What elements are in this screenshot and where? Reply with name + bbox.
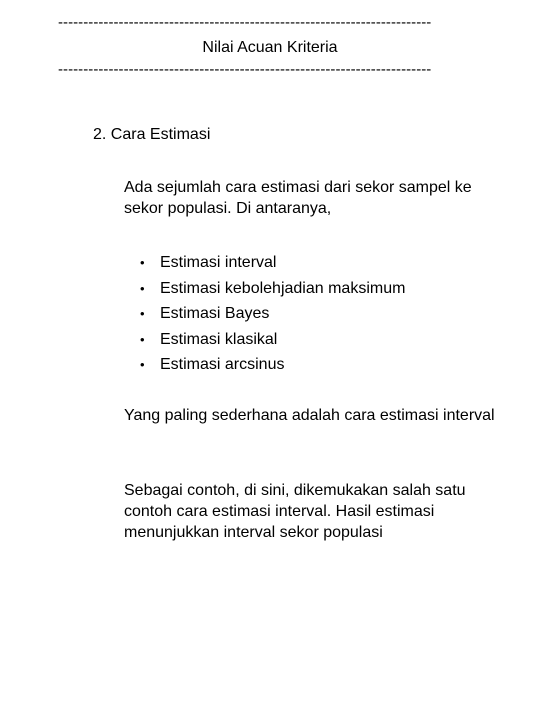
bullet-icon: • — [140, 331, 145, 347]
bullet-icon: • — [140, 280, 145, 296]
list-item-label: Estimasi interval — [160, 254, 277, 271]
header-rule-top: -------------------------------------------------------------------------- — [58, 14, 432, 31]
list-item — [140, 301, 405, 327]
list-item — [140, 276, 405, 302]
intro-paragraph: Ada sejumlah cara estimasi dari sekor sampel ke sekor populasi. Di antaranya, — [124, 179, 472, 217]
list-item-label: Estimasi Bayes — [160, 305, 270, 322]
example-paragraph: Sebagai contoh, di sini, dikemukakan salah satu contoh cara estimasi interval. Hasil estimasi menunjukkan interval sekor populasi — [124, 482, 466, 541]
header-rule-bottom: -------------------------------------------------------------------------- — [58, 61, 432, 78]
bullet-icon: • — [140, 306, 145, 321]
list-item — [140, 352, 405, 378]
section-heading: 2. Cara Estimasi — [93, 126, 211, 143]
bullet-icon: • — [140, 357, 145, 372]
page-title: Nilai Acuan Kriteria — [202, 39, 338, 56]
bullet-icon: • — [140, 255, 145, 270]
list-item — [140, 250, 405, 276]
list-item-label: Estimasi arcsinus — [160, 356, 285, 373]
list-item-label: Estimasi klasikal — [160, 330, 278, 348]
simplest-method-paragraph: Yang paling sederhana adalah cara estimasi interval — [124, 407, 495, 424]
estimation-methods-list — [140, 250, 405, 378]
list-item-label: Estimasi kebolehjadian maksimum — [160, 279, 406, 297]
list-item — [140, 327, 405, 353]
